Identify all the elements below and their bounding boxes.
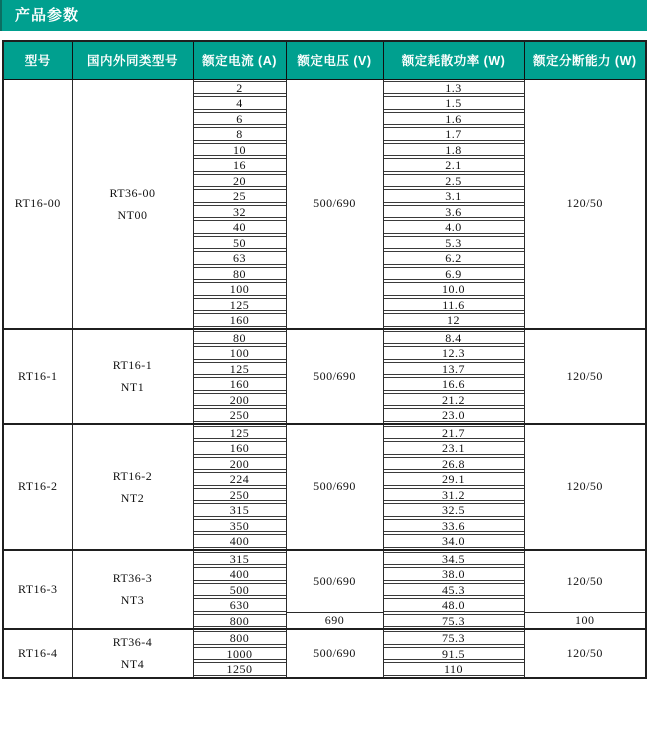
current-value: 80 [194, 267, 286, 281]
current-value: 6 [194, 112, 286, 126]
header-cell-power: 额定耗散功率 (W) [383, 41, 524, 79]
current-cell [193, 250, 286, 266]
table-row [3, 629, 646, 646]
current-cell [193, 597, 286, 613]
power-value: 34.5 [384, 552, 524, 566]
power-cell [383, 456, 524, 472]
power-cell [383, 312, 524, 329]
current-value: 160 [194, 313, 286, 327]
power-value: 31.2 [384, 488, 524, 502]
power-cell [383, 111, 524, 127]
current-cell [193, 392, 286, 408]
current-cell [193, 456, 286, 472]
power-value: 6.2 [384, 251, 524, 265]
power-cell [383, 424, 524, 441]
header-row [3, 41, 646, 79]
equivalent-model-cell-line: NT4 [120, 657, 145, 672]
current-cell [193, 173, 286, 189]
voltage-cell: 500/690 [286, 79, 383, 329]
current-cell [193, 533, 286, 550]
header-cell-model: 型号 [3, 41, 72, 79]
current-cell [193, 566, 286, 582]
power-value: 1.6 [384, 112, 524, 126]
current-cell [193, 407, 286, 424]
power-cell [383, 487, 524, 503]
power-value: 12.3 [384, 346, 524, 360]
power-cell [383, 235, 524, 251]
power-cell [383, 597, 524, 613]
table-row [3, 424, 646, 441]
power-cell [383, 629, 524, 646]
power-value: 1.3 [384, 81, 524, 95]
current-cell [193, 235, 286, 251]
product-params-table-container [2, 40, 647, 679]
power-cell [383, 550, 524, 567]
equivalent-model-cell [72, 629, 193, 678]
power-value: 1.7 [384, 127, 524, 141]
model-cell: RT16-3 [3, 550, 72, 630]
power-cell [383, 126, 524, 142]
equivalent-model-cell [72, 79, 193, 329]
power-value: 91.5 [384, 647, 524, 661]
voltage-cell: 690 [286, 613, 383, 630]
power-value: 3.6 [384, 205, 524, 219]
power-value: 2.1 [384, 158, 524, 172]
power-value: 1.8 [384, 143, 524, 157]
current-cell [193, 204, 286, 220]
current-value: 16 [194, 158, 286, 172]
table-row [3, 79, 646, 95]
current-cell [193, 518, 286, 534]
equivalent-model-cell-line: RT36-3 [112, 571, 153, 586]
power-value: 29.1 [384, 472, 524, 486]
current-value: 100 [194, 282, 286, 296]
voltage-cell: 500/690 [286, 329, 383, 424]
power-cell [383, 142, 524, 158]
current-value: 125 [194, 362, 286, 376]
current-value: 200 [194, 393, 286, 407]
current-cell [193, 111, 286, 127]
model-cell: RT16-00 [3, 79, 72, 329]
power-cell [383, 204, 524, 220]
power-value: 11.6 [384, 298, 524, 312]
current-value: 125 [194, 426, 286, 440]
power-cell [383, 471, 524, 487]
voltage-cell: 500/690 [286, 424, 383, 550]
equivalent-model-cell-line: RT16-2 [112, 468, 153, 483]
power-value: 48.0 [384, 598, 524, 612]
current-value: 80 [194, 331, 286, 345]
equivalent-model-cell-line: NT3 [120, 593, 145, 608]
table-row [3, 329, 646, 346]
current-value: 2 [194, 81, 286, 95]
power-cell [383, 345, 524, 361]
current-value: 63 [194, 251, 286, 265]
current-cell [193, 281, 286, 297]
current-cell [193, 646, 286, 662]
table-body [3, 79, 646, 678]
current-value: 32 [194, 205, 286, 219]
table-header [3, 41, 646, 79]
equivalent-model-cell [72, 329, 193, 424]
current-cell [193, 95, 286, 111]
power-cell [383, 533, 524, 550]
power-cell [383, 173, 524, 189]
power-value: 10.0 [384, 282, 524, 296]
equivalent-model-cell-line: RT16-1 [112, 358, 153, 372]
power-cell [383, 250, 524, 266]
current-cell [193, 126, 286, 142]
power-value: 12 [384, 313, 524, 327]
current-cell [193, 487, 286, 503]
current-cell [193, 502, 286, 518]
power-cell [383, 376, 524, 392]
power-value: 75.3 [384, 614, 524, 628]
current-value: 1000 [194, 647, 286, 661]
breaking-capacity-cell: 120/50 [524, 79, 646, 329]
power-cell [383, 646, 524, 662]
current-cell [193, 79, 286, 95]
current-value: 40 [194, 220, 286, 234]
current-value: 25 [194, 189, 286, 203]
current-value: 50 [194, 236, 286, 250]
power-cell [383, 502, 524, 518]
breaking-capacity-cell: 120/50 [524, 329, 646, 424]
equivalent-model-cell [72, 424, 193, 550]
power-value: 110 [384, 662, 524, 676]
current-cell [193, 582, 286, 598]
power-cell [383, 613, 524, 630]
current-value: 250 [194, 408, 286, 422]
power-value: 23.0 [384, 408, 524, 422]
voltage-cell: 500/690 [286, 550, 383, 613]
power-value: 2.5 [384, 174, 524, 188]
current-value: 350 [194, 519, 286, 533]
power-cell [383, 566, 524, 582]
power-cell [383, 661, 524, 678]
power-cell [383, 157, 524, 173]
power-value: 13.7 [384, 362, 524, 376]
equivalent-model-cell-line: NT1 [120, 380, 145, 394]
power-cell [383, 281, 524, 297]
power-value: 45.3 [384, 583, 524, 597]
power-value: 8.4 [384, 331, 524, 345]
current-value: 224 [194, 472, 286, 486]
power-cell [383, 297, 524, 313]
power-cell [383, 266, 524, 282]
power-value: 21.7 [384, 426, 524, 440]
breaking-capacity-cell: 100 [524, 613, 646, 630]
current-cell [193, 629, 286, 646]
current-cell [193, 188, 286, 204]
power-value: 26.8 [384, 457, 524, 471]
header-cell-voltage: 额定电压 (V) [286, 41, 383, 79]
power-cell [383, 361, 524, 377]
equivalent-model-cell-line: NT00 [117, 207, 148, 222]
power-value: 6.9 [384, 267, 524, 281]
power-cell [383, 219, 524, 235]
equivalent-model-cell [72, 550, 193, 630]
power-value: 4.0 [384, 220, 524, 234]
current-value: 630 [194, 598, 286, 612]
current-cell [193, 142, 286, 158]
current-value: 315 [194, 503, 286, 517]
current-value: 500 [194, 583, 286, 597]
voltage-cell: 500/690 [286, 629, 383, 678]
power-cell [383, 95, 524, 111]
current-cell [193, 219, 286, 235]
breaking-capacity-cell: 120/50 [524, 550, 646, 613]
current-cell [193, 157, 286, 173]
power-cell [383, 392, 524, 408]
current-value: 125 [194, 298, 286, 312]
power-value: 16.6 [384, 377, 524, 391]
current-value: 160 [194, 441, 286, 455]
model-cell: RT16-4 [3, 629, 72, 678]
current-cell [193, 440, 286, 456]
current-value: 800 [194, 614, 286, 628]
current-value: 200 [194, 457, 286, 471]
page-title: 产品参数 [0, 0, 647, 31]
equivalent-model-cell-line: RT36-00 [109, 185, 156, 200]
current-value: 100 [194, 346, 286, 360]
breaking-capacity-cell: 120/50 [524, 424, 646, 550]
current-value: 250 [194, 488, 286, 502]
current-cell [193, 376, 286, 392]
current-cell [193, 266, 286, 282]
current-cell [193, 345, 286, 361]
power-value: 33.6 [384, 519, 524, 533]
current-value: 315 [194, 552, 286, 566]
power-cell [383, 582, 524, 598]
current-value: 20 [194, 174, 286, 188]
model-cell: RT16-1 [3, 329, 72, 424]
power-cell [383, 329, 524, 346]
header-cell-current: 额定电流 (A) [193, 41, 286, 79]
equivalent-model-cell-line: NT2 [120, 490, 145, 505]
header-cell-breaking: 额定分断能力 (W) [524, 41, 646, 79]
current-value: 10 [194, 143, 286, 157]
power-cell [383, 518, 524, 534]
current-cell [193, 329, 286, 346]
current-value: 1250 [194, 662, 286, 676]
current-value: 4 [194, 96, 286, 110]
current-value: 8 [194, 127, 286, 141]
current-cell [193, 361, 286, 377]
power-value: 32.5 [384, 503, 524, 517]
current-value: 800 [194, 631, 286, 645]
breaking-capacity-cell: 120/50 [524, 629, 646, 678]
power-value: 75.3 [384, 631, 524, 645]
power-value: 23.1 [384, 441, 524, 455]
product-params-table [2, 40, 647, 679]
power-cell [383, 407, 524, 424]
current-cell [193, 661, 286, 678]
current-value: 400 [194, 567, 286, 581]
table-row [3, 550, 646, 567]
power-cell [383, 188, 524, 204]
current-cell [193, 297, 286, 313]
current-cell [193, 613, 286, 630]
power-cell [383, 440, 524, 456]
power-value: 34.0 [384, 534, 524, 548]
current-value: 400 [194, 534, 286, 548]
power-value: 1.5 [384, 96, 524, 110]
power-value: 3.1 [384, 189, 524, 203]
power-value: 5.3 [384, 236, 524, 250]
current-cell [193, 550, 286, 567]
power-value: 21.2 [384, 393, 524, 407]
equivalent-model-cell-line: RT36-4 [112, 635, 153, 650]
header-cell-equivalent: 国内外同类型号 [72, 41, 193, 79]
current-cell [193, 312, 286, 329]
model-cell: RT16-2 [3, 424, 72, 550]
current-value: 160 [194, 377, 286, 391]
current-cell [193, 424, 286, 441]
current-cell [193, 471, 286, 487]
power-cell [383, 79, 524, 95]
power-value: 38.0 [384, 567, 524, 581]
